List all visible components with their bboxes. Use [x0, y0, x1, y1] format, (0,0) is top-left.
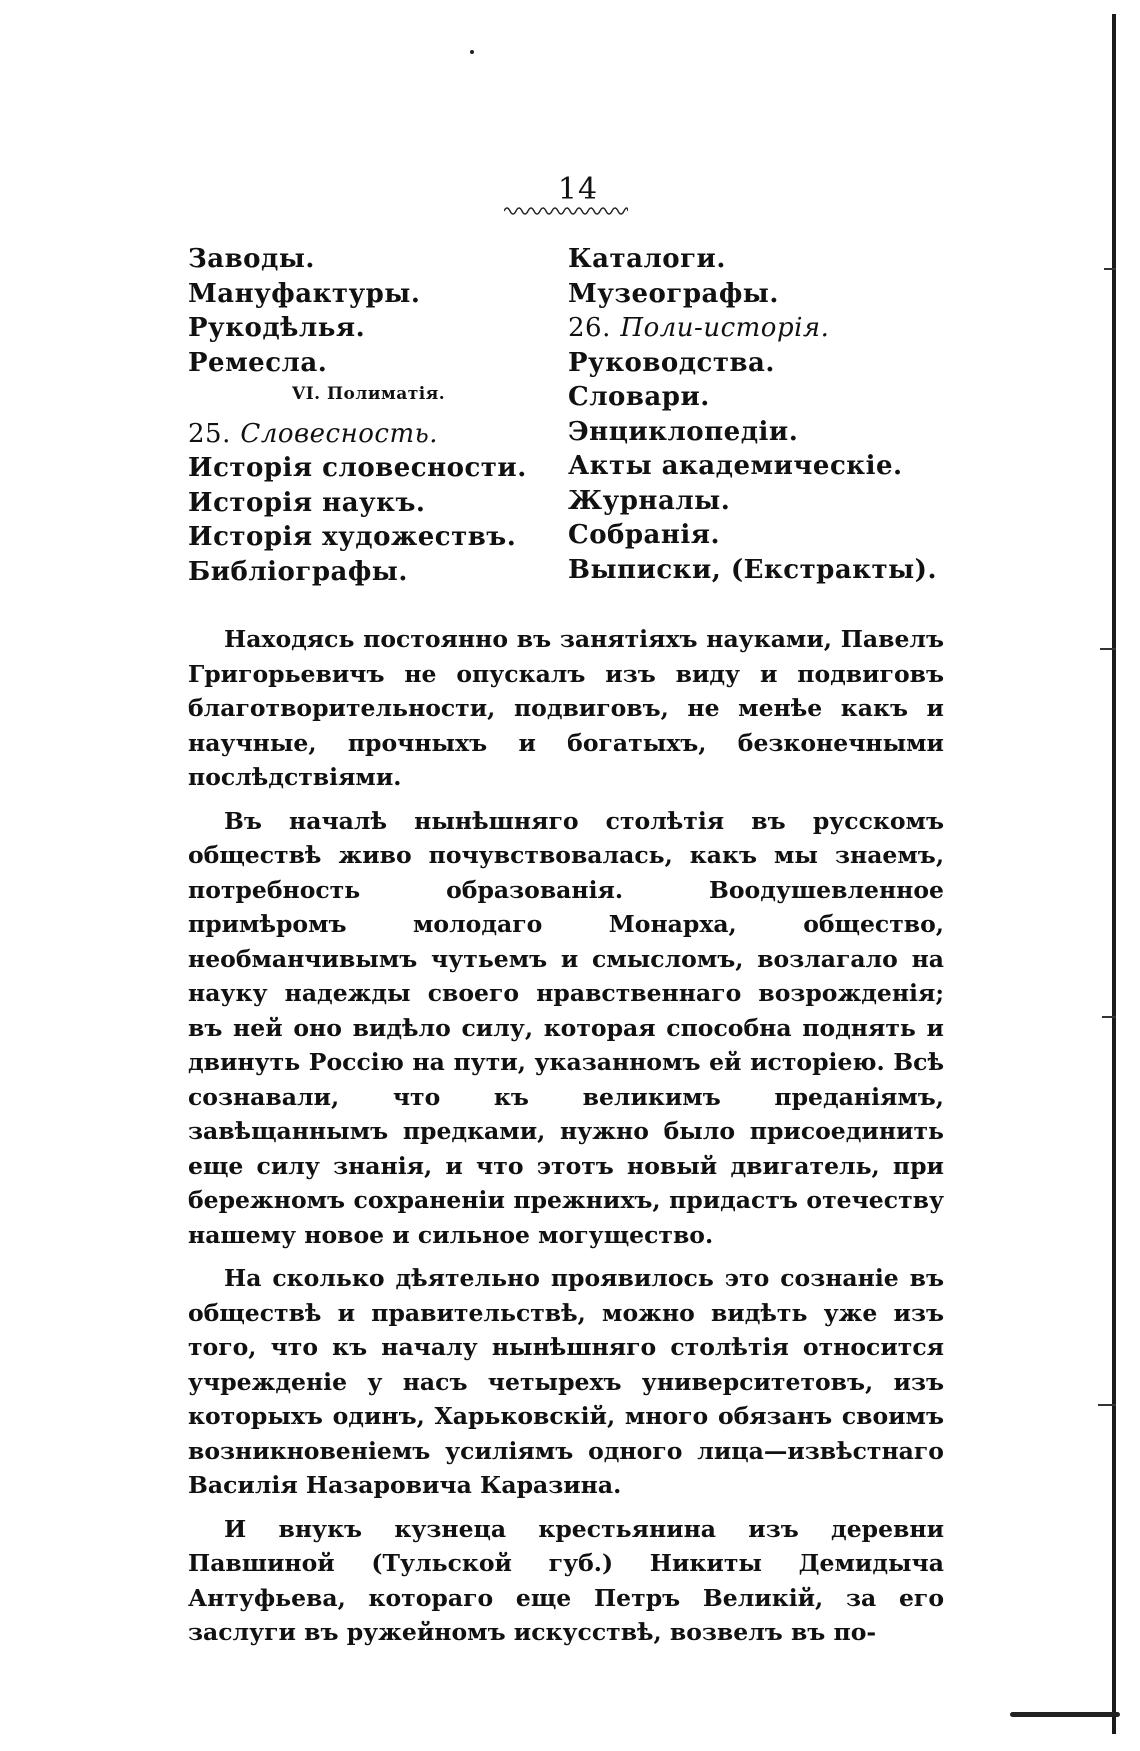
toc-entry: Рукодѣлья. [188, 313, 366, 343]
toc-entry: Исторія словесности. [188, 453, 527, 483]
toc-entry: Собранія. [568, 520, 721, 550]
toc-entry: Библіографы. [188, 556, 408, 587]
margin-mark [1100, 648, 1116, 650]
toc-entry: Энциклопедіи. [568, 416, 799, 447]
toc-entry: Каталоги. [568, 244, 726, 274]
body-text [188, 622, 944, 1659]
toc-left-column [188, 244, 527, 591]
toc-entry: Музеографы. [568, 278, 779, 309]
paragraph: Въ началѣ нынѣшняго столѣтія въ русскомъ обществѣ живо почувствовалась, какъ мы знаемъ, потребность образованія. Воодушевленное примѣромъ молодаго Монарха, общество, необманчивымъ чутьемъ и смысломъ, возлагало на науку надежды своего нравственнаго возрожденія; въ ней оно видѣло силу, которая способна поднять и двинуть Россію на пути, указанномъ ей исторіею. Всѣ сознавали, что къ великимъ преданіямъ, завѣщаннымъ предками, нужно было присоединить еще силу знанія, и что этотъ новый двигатель, при бережномъ сохраненіи прежнихъ, придастъ отечеству нашему новое и сильное могущество. [188, 806, 944, 1249]
toc-entry: Выписки, (Екстракты). [568, 554, 938, 585]
scan-edge-line [1112, 14, 1116, 1734]
toc-entry: Словари. [568, 382, 710, 412]
toc-entry: Ремесла. [188, 347, 328, 378]
toc-numbered-entry: 26. Поли-исторія. [568, 313, 830, 343]
scan-smudge [1010, 1712, 1120, 1717]
toc-entry: Мануфактуры. [188, 278, 421, 309]
toc-entry: Исторія художествъ. [188, 522, 517, 552]
paragraph: На сколько дѣятельно проявилось это сознаніе въ обществѣ и правительствѣ, можно видѣть уже изъ того, что къ началу нынѣшняго столѣтія относится учрежденіе у насъ четырехъ университетовъ, изъ которыхъ одинъ, Харьковскій, много обязанъ своимъ возникновеніемъ усиліямъ одного лица—извѣстнаго Василія Назаровича Каразина. [188, 1264, 944, 1499]
toc-section-heading: VI. Полиматія. [292, 384, 446, 404]
toc-entry: Заводы. [188, 244, 315, 274]
margin-mark [1098, 1404, 1116, 1406]
toc-right-column [568, 244, 937, 589]
wavy-rule-ornament [504, 204, 628, 218]
scan-speck [470, 50, 474, 54]
margin-mark [1104, 268, 1116, 270]
toc-entry: Руководства. [568, 347, 775, 378]
paragraph: И внукъ кузнеца крестьянина изъ деревни Павшиной (Тульской губ.) Никиты Демидыча Антуфьева, котораго еще Петръ Великій, за его заслуги въ ружейномъ искусствѣ, возвелъ въ по- [188, 1514, 944, 1646]
page-number: 14 [557, 172, 599, 207]
toc-entry: Журналы. [568, 485, 731, 516]
toc-entry: Исторія наукъ. [188, 487, 426, 518]
margin-mark [1102, 1016, 1116, 1018]
toc-entry: Акты академическіе. [568, 451, 903, 481]
toc-numbered-entry: 25. Словесность. [188, 418, 439, 449]
paragraph: Находясь постоянно въ занятіяхъ науками, Павелъ Григорьевичъ не опускалъ изъ виду и подвиговъ благотворительности, подвиговъ, не менѣе какъ и научные, прочныхъ и богатыхъ, безконечными послѣдствіями. [188, 625, 944, 791]
